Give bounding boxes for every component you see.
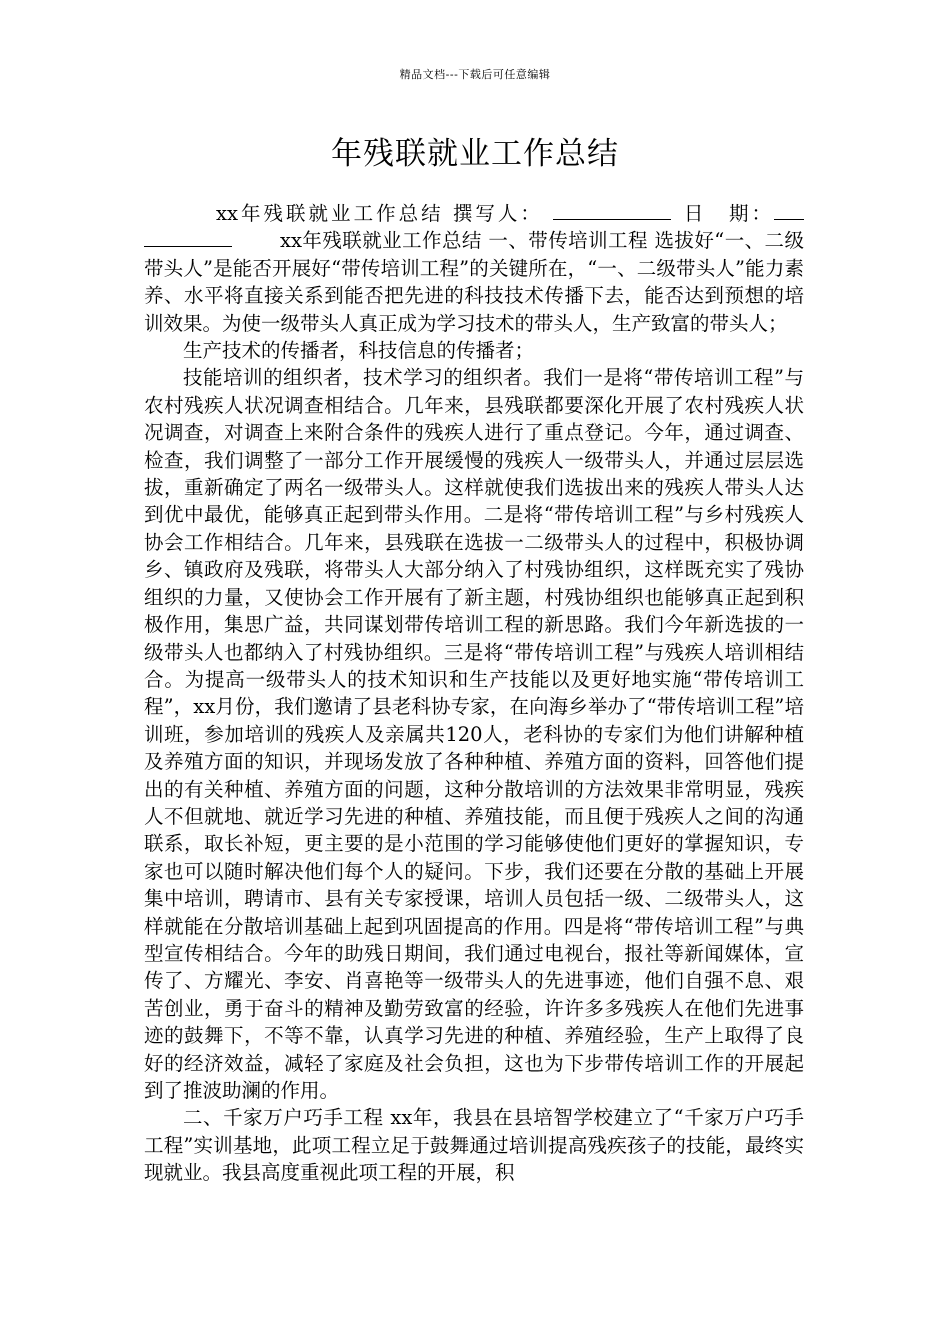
author-label: 撰写人： [452,202,543,225]
date-blank-line-continued [144,228,232,247]
intro-paragraph [144,200,804,337]
paragraph-3: 二、千家万户巧手工程 xx年，我县在县培智学校建立了“千家万户巧手工程”实训基地，此项工程立足于鼓舞通过培训提高残疾孩子的技能，最终实现就业。我县高度重视此项工程的开展，积 [144,1106,804,1185]
intro-lead-title: xx年残联就业工作总结 [216,202,444,225]
paragraph-2: 技能培训的组织者，技术学习的组织者。我们一是将“带传培训工程”与农村残疾人状况调查相结合。几年来，县残联都要深化开展了农村残疾人状况调查，对调查上来附合条件的残疾人进行了重点登记。今年，通过调查、检查，我们调整了一部分工作开展缓慢的残疾人一级带头人，并通过层层选拔，重新确定了两名一级带头人。这样就使我们选拔出来的残疾人带头人达到优中最优，能够真正起到带头作用。二是将“带传培训工程”与乡村残疾人协会工作相结合。几年来，县残联在选拔一二级带头人的过程中，积极协调乡、镇政府及残联，将带头人大部分纳入了村残协组织，这样既充实了残协组织的力量，又使协会工作开展有了新主题，村残协组织也能够真正起到积极作用，集思广益，共同谋划带传培训工程的新思路。我们今年新选拔的一级带头人也都纳入了村残协组织。三是将“带传培训工程”与残疾人培训相结合。为提高一级带头人的技术知识和生产技能以及更好地实施“带传培训工程”，xx月份，我们邀请了县老科协专家，在向海乡举办了“带传培训工程”培训班，参加培训的残疾人及亲属共120人，老科协的专家们为他们讲解种植及养殖方面的知识，并现场发放了各种种植、养殖方面的资料，回答他们提出的有关种植、养殖方面的问题，这种分散培训的方法效果非常明显，残疾人不但就地、就近学习先进的种植、养殖技能，而且便于残疾人之间的沟通联系，取长补短，更主要的是小范围的学习能够使他们更好的掌握知识，专家也可以随时解决他们每个人的疑问。下步，我们还要在分散的基础上开展集中培训，聘请市、县有关专家授课，培训人员包括一级、二级带头人，这样就能在分散培训基础上起到巩固提高的作用。四是将“带传培训工程”与典型宣传相结合。今年的助残日期间，我们通过电视台，报社等新闻媒体，宣传了、方耀光、李安、肖喜艳等一级带头人的先进事迹，他们自强不息、艰苦创业，勇于奋斗的精神及勤劳致富的经验，许许多多残疾人在他们先进事迹的鼓舞下，不等不靠，认真学习先进的种植、养殖经验，生产上取得了良好的经济效益，减轻了家庭及社会负担，这也为下步带传培训工作的开展起到了推波助澜的作用。 [144,366,804,1102]
date-blank-line [774,201,804,220]
document-title: 年残联就业工作总结 [331,136,619,172]
paragraph-1: 生产技术的传播者，科技信息的传播者； [183,339,535,363]
date-label: 日 期： [680,202,774,225]
intro-continuation: xx年残联就业工作总结 一、带传培训工程 选拔好“一、二级带头人”是能否开展好“带传培训工程”的关键所在，“一、二级带头人”能力素养、水平将直接关系到能否把先进的科技技术传播下去，能否达到预想的培训效果。为使一级带头人真正成为学习技术的带头人，生产致富的带头人； [144,229,804,335]
author-blank-line [553,201,671,220]
header-note: 精品文档---下载后可任意编辑 [399,68,551,81]
document-body [144,200,804,1187]
